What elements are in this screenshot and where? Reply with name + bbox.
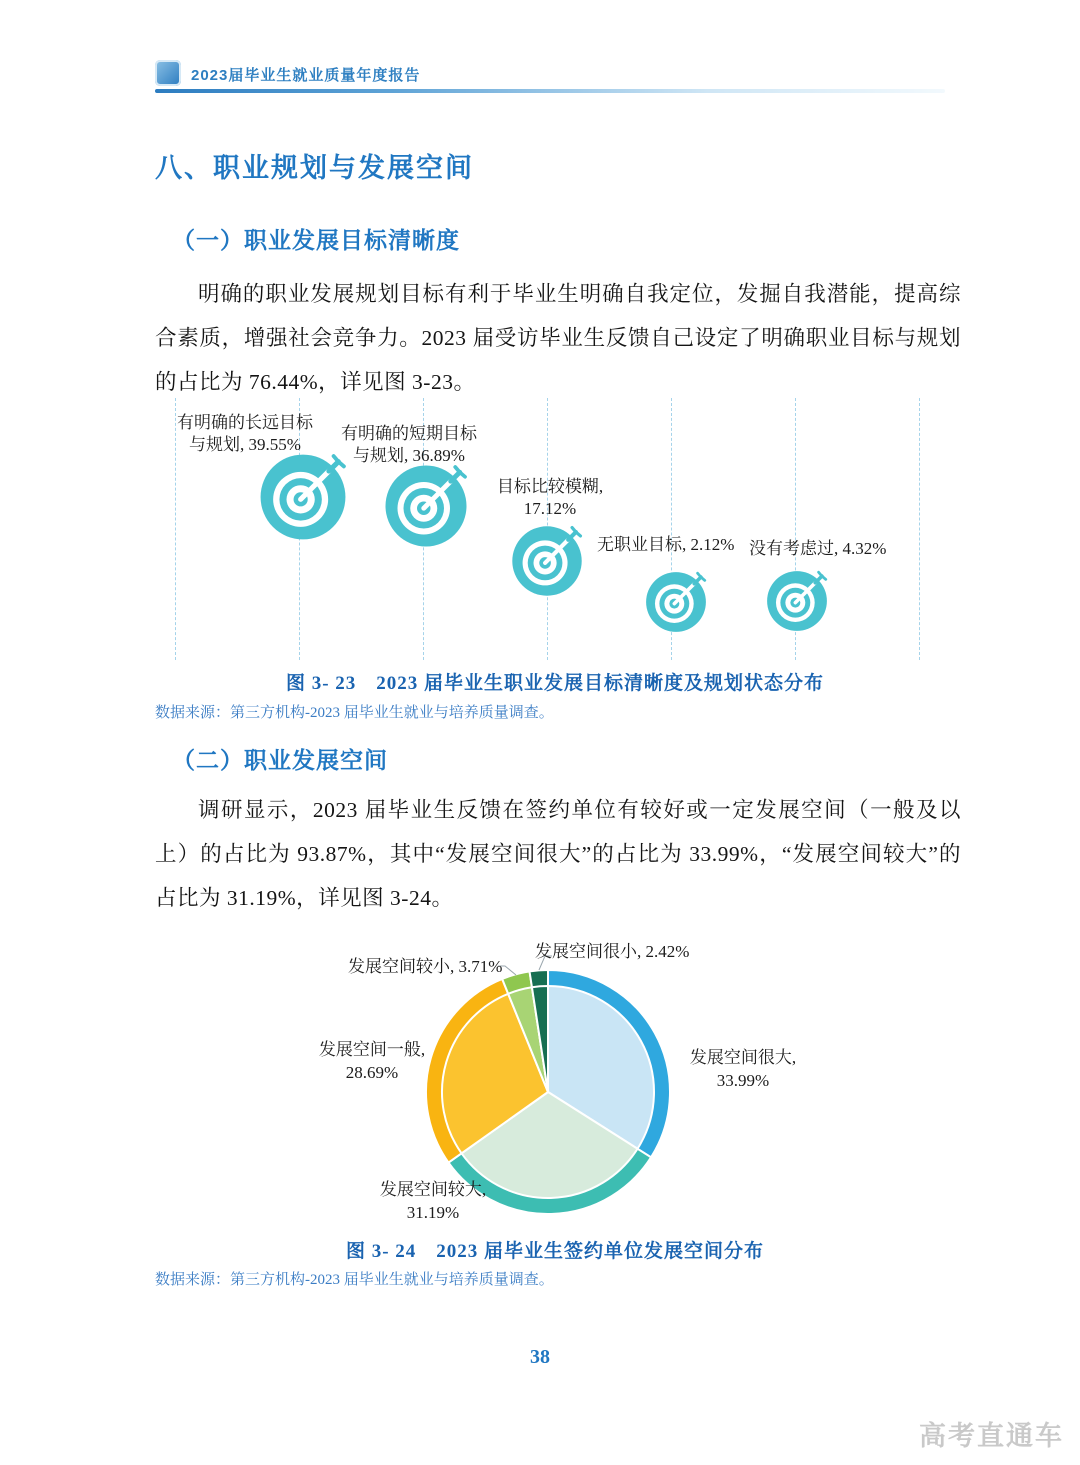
figure-3-23-caption: 图 3- 23 2023 届毕业生职业发展目标清晰度及规划状态分布 — [285, 673, 825, 694]
pie-label-very-big: 发展空间很大, 33.99% — [689, 1048, 797, 1090]
pie-label-very-small: 发展空间很小, 2.42% — [535, 942, 690, 961]
pie-label-small: 发展空间较小, 3.71% — [348, 957, 503, 976]
header-divider — [155, 89, 945, 93]
figure-3-24-chart — [155, 930, 955, 1230]
pie-label-average: 发展空间一般, 28.69% — [318, 1040, 426, 1082]
target-dart-icon — [384, 464, 468, 548]
subsection1-paragraph: 明确的职业发展规划目标有利于毕业生明确自我定位，发掘自我潜能，提高综合素质，增强社会竞争力。2023 届受访毕业生反馈自己设定了明确职业目标与规划的占比为 76.44%，详见图 3-23。 — [155, 282, 961, 394]
chart1-label-not-considered: 没有考虑过, 4.32% — [749, 539, 887, 558]
target-dart-icon — [766, 570, 828, 632]
chart1-label-no-goal: 无职业目标, 2.12% — [597, 535, 735, 554]
gridline — [919, 398, 920, 660]
report-logo-icon — [155, 60, 181, 86]
subsection1-heading: （一）职业发展目标清晰度 — [172, 227, 460, 253]
figure-3-24-source: 数据来源：第三方机构-2023 届毕业生就业与培养质量调查。 — [155, 1272, 554, 1288]
chart1-label-short-term-goal: 有明确的短期目标与规划, 36.89% — [341, 424, 477, 465]
figure-3-23-source: 数据来源：第三方机构-2023 届毕业生就业与培养质量调查。 — [155, 705, 554, 721]
chart1-label-long-term-goal: 有明确的长远目标与规划, 39.55% — [177, 413, 313, 454]
subsection2-paragraph: 调研显示，2023 届毕业生反馈在签约单位有较好或一定发展空间（一般及以上）的占比为 93.87%，其中“发展空间很大”的占比为 33.99%，“发展空间较大”的占比为 31.19%，详见图 3-24。 — [155, 798, 961, 910]
site-watermark: 高考直通车 — [919, 1421, 1064, 1451]
subsection2-heading: （二）职业发展空间 — [172, 747, 388, 773]
pie-label-big: 发展空间较大, 31.19% — [379, 1180, 487, 1222]
figure-3-24-caption: 图 3- 24 2023 届毕业生签约单位发展空间分布 — [345, 1241, 765, 1262]
section-heading: 八、职业规划与发展空间 — [155, 153, 474, 183]
target-dart-icon — [645, 571, 707, 633]
figure-3-23-chart — [155, 398, 955, 660]
page-number: 38 — [530, 1346, 550, 1368]
target-dart-icon — [259, 453, 347, 541]
document-header — [155, 60, 960, 96]
chart1-label-vague-goal: 目标比较模糊, 17.12% — [496, 477, 604, 518]
target-dart-icon — [511, 525, 583, 597]
pie-chart — [155, 930, 955, 1230]
document-header-title: 2023届毕业生就业质量年度报告 — [191, 67, 421, 84]
